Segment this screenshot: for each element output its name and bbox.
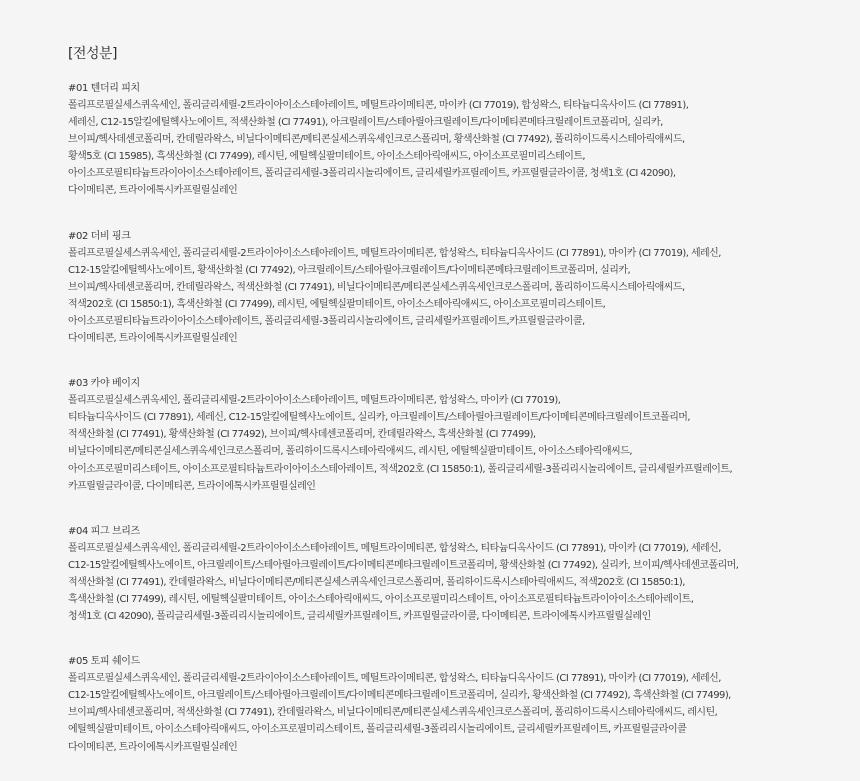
shade-title: #03 카야 베이지 — [68, 378, 140, 390]
ingredient-line: 브이피/헥사데센코폴리머, 칸데릴라왁스, 비닐다이메티콘/메티콘실세스퀴옥세인크로스폴리머, 황색산화철 (CI 77492), 폴리하이드록시스테아릭애씨드, — [68, 134, 685, 146]
ingredient-line: 아이소프로필티타늄트라이아이소스테아레이트, 폴리글리세릴-3폴리리시놀리에이트, 글리세릴카프릴레이트, 카프릴릴글라이콜, 청색1호 (CI 42090), — [68, 168, 676, 180]
ingredient-line: C12-15알킬에틸헥사노에이트, 아크릴레이트/스테아릴아크릴레이트/다이메티콘메타크릴레이트코폴리머, 실리카, 황색산화철 (CI 77492), 흑색산화철 (CI 77499), — [68, 690, 731, 702]
ingredient-line: C12-15알킬에틸헥사노에이트, 황색산화철 (CI 77492), 아크릴레이트/스테아릴아크릴레이트/다이메티콘메타크릴레이트코폴리머, 실리카, — [68, 264, 631, 276]
ingredient-line: 다이메티콘, 트라이에톡시카프릴릴실레인 — [68, 333, 238, 345]
shade-section-05 — [68, 653, 860, 755]
ingredient-line: 폴리프로필실세스퀴옥세인, 폴리글리세릴-2트라이아이소스테아레이트, 메틸트라이메티콘, 합성왁스, 티타늄디옥사이드 (CI 77891), 마이카 (CI 77019), 세레신, — [68, 247, 721, 259]
shade-section-02 — [68, 228, 860, 348]
ingredient-line: 폴리프로필실세스퀴옥세인, 폴리글리세릴-2트라이아이소스테아레이트, 메틸트라이메티콘, 합성왁스, 마이카 (CI 77019), — [68, 395, 561, 407]
shade-section-01 — [68, 80, 860, 200]
shade-title: #05 토피 쉐이드 — [68, 656, 140, 668]
ingredient-line: 황색5호 (CI 15985), 흑색산화철 (CI 77499), 레시틴, 에틸헥실팔미테이트, 아이소스테아릭애씨드, 아이소프로필미리스테이트, — [68, 151, 586, 163]
ingredient-line: 세레신, C12-15알킬에틸헥사노에이트, 적색산화철 (CI 77491), 아크릴레이트/스테아릴아크릴레이트/다이메티콘메타크릴레이트코폴리머, 실리카, — [68, 117, 663, 129]
ingredient-line: 카프릴릴글라이콜, 다이메티콘, 트라이에톡시카프릴릴실레인 — [68, 480, 316, 492]
ingredient-line: 브이피/헥사데센코폴리머, 칸데릴라왁스, 적색산화철 (CI 77491), 비닐다이메티콘/메티콘실세스퀴옥세인크로스폴리머, 폴리하이드록시스테아릭애씨드, — [68, 281, 685, 293]
shade-title: #02 더비 핑크 — [68, 230, 131, 242]
ingredient-line: 폴리프로필실세스퀴옥세인, 폴리글리세릴-2트라이아이소스테아레이트, 메틸트라이메티콘, 합성왁스, 티타늄디옥사이드 (CI 77891), 마이카 (CI 77019), 세레신, — [68, 673, 721, 685]
ingredient-line: 티타늄디옥사이드 (CI 77891), 세레신, C12-15알킬에틸헥사노에이트, 실리카, 아크릴레이트/스테아릴아크릴레이트/다이메티콘메타크릴레이트코폴리머, — [68, 412, 691, 424]
ingredient-line: 흑색산화철 (CI 77499), 레시틴, 에틸헥실팔미테이트, 아이소스테아릭애씨드, 아이소프로필미리스테이트, 아이소프로필티타늄트라이아이소스테아레이트, — [68, 593, 694, 605]
ingredient-line: 폴리프로필실세스퀴옥세인, 폴리글리세릴-2트라이아이소스테아레이트, 메틸트라이메티콘, 마이카 (CI 77019), 합성왁스, 티타늄디옥사이드 (CI 77891), — [68, 100, 689, 111]
shade-title: #01 텐더리 피치 — [68, 83, 140, 94]
ingredient-line: 브이피/헥사데센코폴리머, 적색산화철 (CI 77491), 칸데릴라왁스, 비닐다이메티콘/메티콘실세스퀴옥세인크로스폴리머, 폴리하이드록시스테아릭애씨드, 레시틴, — [68, 707, 718, 719]
ingredients-heading: [전성분] — [68, 46, 117, 62]
ingredient-line: 적색산화철 (CI 77491), 황색산화철 (CI 77492), 브이피/헥사데센코폴리머, 칸데릴라왁스, 흑색산화철 (CI 77499), — [68, 429, 536, 441]
ingredient-line: 적색산화철 (CI 77491), 칸데릴라왁스, 비닐다이메티콘/메티콘실세스퀴옥세인크로스폴리머, 폴리하이드록시스테아릭애씨드, 적색202호 (CI 15850:1), — [68, 576, 685, 588]
shade-title: #04 피그 브리즈 — [68, 525, 140, 537]
ingredient-line: 폴리프로필실세스퀴옥세인, 폴리글리세릴-2트라이아이소스테아레이트, 메틸트라이메티콘, 합성왁스, 티타늄디옥사이드 (CI 77891), 마이카 (CI 77019), 세레신, — [68, 542, 721, 554]
shade-section-04 — [68, 523, 860, 625]
ingredient-line: 청색1호 (CI 42090), 폴리글리세릴-3폴리리시놀리에이트, 글리세릴카프릴레이트, 카프릴릴글라이콜, 다이메티콘, 트라이에톡시카프릴릴실레인 — [68, 611, 651, 623]
ingredient-line: 비닐다이메티콘/메티콘실세스퀴옥세인크로스폴리머, 폴리하이드록시스테아릭애씨드, 레시틴, 에틸헥실팔미테이트, 아이소스테아릭애씨드, — [68, 446, 632, 458]
ingredient-line: 에틸헥실팔미테이트, 아이소스테아릭애씨드, 아이소프로필미리스테이트, 폴리글리세릴-3폴리리시놀리에이트, 글리세릴카프릴레이트, 카프릴릴글라이콜 — [68, 724, 687, 736]
ingredient-line: 아이소프로필티타늄트라이아이소스테아레이트, 폴리글리세릴-3폴리리시놀리에이트, 글리세릴카프릴레이트,카프릴릴글라이콜, — [68, 315, 585, 327]
ingredient-line: 적색202호 (CI 15850:1), 흑색산화철 (CI 77499), 레시틴, 에틸헥실팔미테이트, 아이소스테아릭애씨드, 아이소프로필미리스테이트, — [68, 298, 606, 310]
shade-section-03 — [68, 375, 860, 495]
ingredient-line: 아이소프로필미리스테이트, 아이소프로필티타늄트라이아이소스테아레이트, 적색202호 (CI 15850:1), 폴리글리세릴-3폴리리시놀리에이트, 글리세릴카프릴레이트, — [68, 463, 733, 475]
ingredient-line: 다이메티콘, 트라이에톡시카프릴릴실레인 — [68, 185, 238, 197]
ingredient-line: C12-15알킬에틸헥사노에이트, 아크릴레이트/스테아릴아크릴레이트/다이메티콘메타크릴레이트코폴리머, 황색산화철 (CI 77492), 실리카, 브이피/헥사데센코폴리머, — [68, 559, 739, 571]
ingredient-line: 다이메티콘, 트라이에톡시카프릴릴실레인 — [68, 741, 238, 753]
